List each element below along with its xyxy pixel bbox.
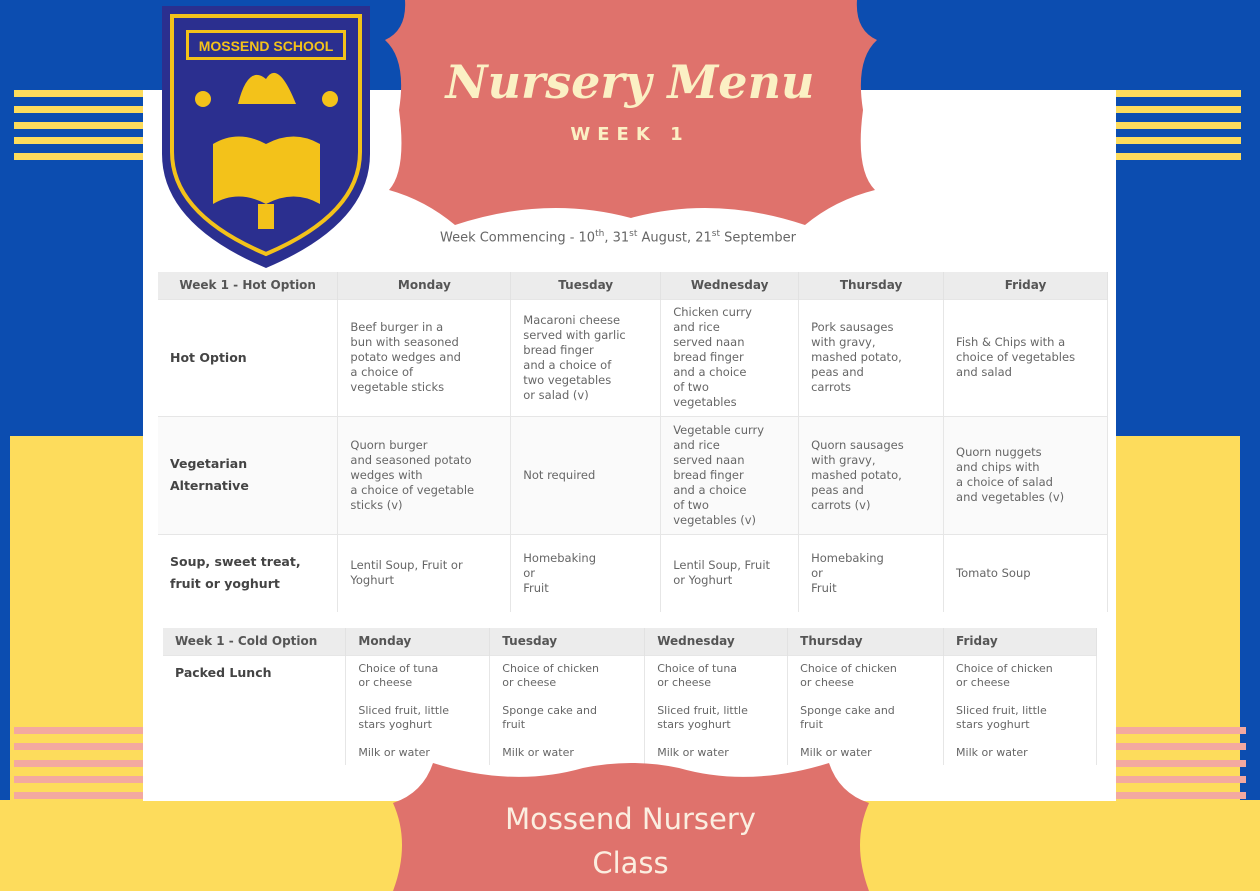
column-header: Thursday <box>799 272 944 299</box>
column-header: Tuesday <box>490 628 645 655</box>
wc-text: , 31 <box>604 230 630 246</box>
stripes-right-top <box>1116 90 1241 160</box>
footer-line-1: Mossend Nursery <box>505 802 756 836</box>
menu-cell: Chicken curry and rice served naan bread finger and a choice of two vegetables <box>661 299 799 416</box>
week-commencing <box>300 229 936 245</box>
column-header: Tuesday <box>511 272 661 299</box>
menu-cell: Lentil Soup, Fruit or Yoghurt <box>661 534 799 612</box>
svg-text:MOSSEND SCHOOL: MOSSEND SCHOOL <box>198 38 334 54</box>
menu-cell: Pork sausages with gravy, mashed potato, peas and carrots <box>799 299 944 416</box>
column-header: Friday <box>944 628 1097 655</box>
menu-cell: Homebaking or Fruit <box>511 534 661 612</box>
row-label: Soup, sweet treat, fruit or yoghurt <box>158 534 338 612</box>
column-header: Monday <box>346 628 490 655</box>
menu-cell: Macaroni cheese served with garlic bread finger and a choice of two vegetables or salad (v) <box>511 299 661 416</box>
column-header: Wednesday <box>645 628 788 655</box>
title-banner <box>385 0 877 228</box>
column-header: Week 1 - Cold Option <box>163 628 346 655</box>
wc-sup: th <box>595 229 605 239</box>
menu-cell: Choice of chicken or cheese Sponge cake and fruit Milk or water <box>788 655 944 765</box>
footer-line-2: Class <box>592 846 669 880</box>
menu-week: WEEK 1 <box>570 124 690 145</box>
row-label: Packed Lunch <box>163 655 346 765</box>
wc-text: Week Commencing - 10 <box>439 230 596 246</box>
table-row <box>158 299 1108 416</box>
menu-cell: Quorn burger and seasoned potato wedges with a choice of vegetable sticks (v) <box>338 416 511 534</box>
wc-sup: st <box>711 229 720 239</box>
menu-cell: Choice of chicken or cheese Sponge cake and fruit Milk or water <box>490 655 645 765</box>
menu-title: Nursery Menu <box>445 55 815 109</box>
stripes-left-bottom <box>14 727 144 799</box>
wc-sup: st <box>629 229 638 239</box>
wc-text: August, 21 <box>637 230 712 246</box>
menu-cell: Homebaking or Fruit <box>799 534 944 612</box>
menu-cell: Choice of tuna or cheese Sliced fruit, little stars yoghurt Milk or water <box>645 655 788 765</box>
menu-cell: Beef burger in a bun with seasoned potato wedges and a choice of vegetable sticks <box>338 299 511 416</box>
menu-cell: Quorn nuggets and chips with a choice of salad and vegetables (v) <box>944 416 1108 534</box>
menu-cell: Choice of tuna or cheese Sliced fruit, little stars yoghurt Milk or water <box>346 655 490 765</box>
column-header: Thursday <box>788 628 944 655</box>
wc-text: September <box>720 230 796 246</box>
menu-cell: Not required <box>511 416 661 534</box>
hot-option-table <box>158 272 1108 612</box>
menu-cell: Fish & Chips with a choice of vegetables and salad <box>944 299 1108 416</box>
table-row <box>158 534 1108 612</box>
menu-cell: Quorn sausages with gravy, mashed potato, peas and carrots (v) <box>799 416 944 534</box>
column-header: Monday <box>338 272 511 299</box>
column-header: Wednesday <box>661 272 799 299</box>
menu-cell: Tomato Soup <box>944 534 1108 612</box>
stripes-right-bottom <box>1116 727 1246 799</box>
cold-option-table <box>163 628 1097 765</box>
column-header: Friday <box>944 272 1108 299</box>
footer-title <box>393 797 868 885</box>
menu-cell: Vegetable curry and rice served naan bread finger and a choice of two vegetables (v) <box>661 416 799 534</box>
table-row <box>163 655 1097 765</box>
column-header: Week 1 - Hot Option <box>158 272 338 299</box>
row-label: Vegetarian Alternative <box>158 416 338 534</box>
menu-cell: Choice of chicken or cheese Sliced fruit, little stars yoghurt Milk or water <box>944 655 1097 765</box>
menu-cell: Lentil Soup, Fruit or Yoghurt <box>338 534 511 612</box>
table-row <box>158 416 1108 534</box>
row-label: Hot Option <box>158 299 338 416</box>
stripes-left-top <box>14 90 144 160</box>
